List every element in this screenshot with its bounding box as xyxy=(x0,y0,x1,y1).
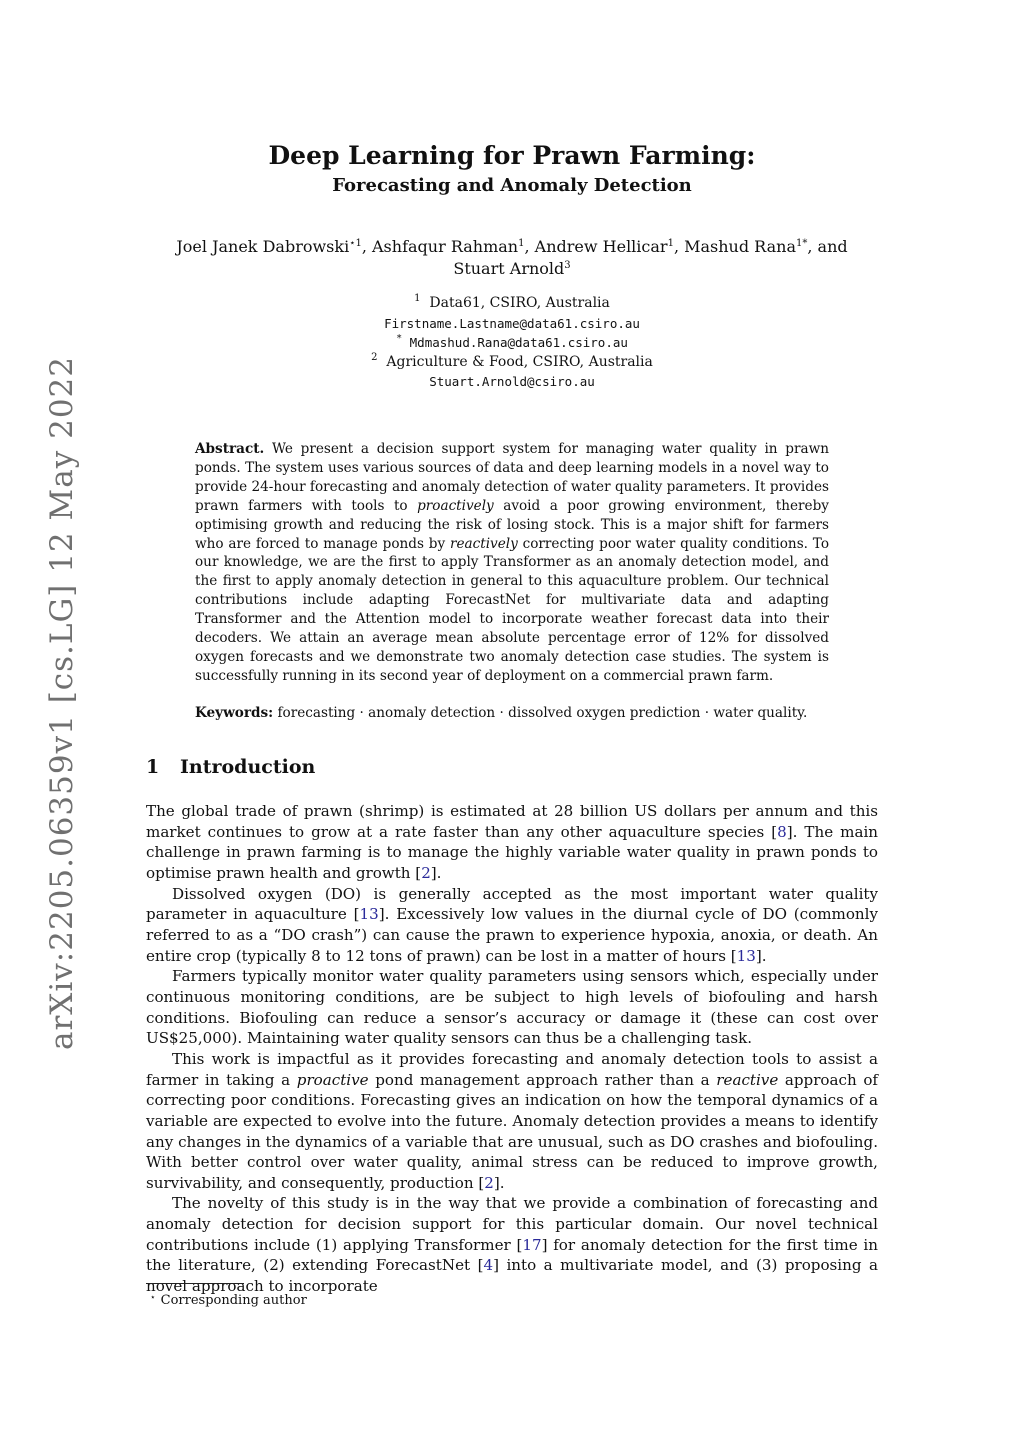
section-heading xyxy=(146,756,315,778)
citation-link[interactable]: 2 xyxy=(421,863,431,882)
footnote-divider xyxy=(146,1283,244,1284)
paragraph: The global trade of prawn (shrimp) is estimated at 28 billion US dollars per annum and this market continues to grow at a rate faster than any other aquaculture species [8]. The main challenge in prawn farming is to manage the highly variable water quality in prawn ponds to optimise prawn health and growth [2]. xyxy=(146,802,878,882)
footnote: ⋆ Corresponding author xyxy=(150,1293,307,1308)
section-number: 1 xyxy=(146,756,160,778)
affiliation-line: $^2$ Agriculture & Food, CSIRO, Australia xyxy=(371,351,653,370)
affiliation-email[interactable]: Firstname.Lastname@data61.csiro.au xyxy=(384,315,640,331)
author: Ashfaqur Rahman$^1$ xyxy=(372,237,525,256)
keywords-label: Keywords: xyxy=(195,705,274,721)
affiliation-line: $^1$ Data61, CSIRO, Australia xyxy=(414,293,610,311)
paragraph: Dissolved oxygen (DO) is generally accepted as the most important water quality parameter in aquaculture [13]. Excessively low values in the diurnal cycle of DO (commonly referred to as a “DO crash”) can cause the prawn to experience hypoxia, anoxia, or death. An entire crop (typically 8 to 12 tons of prawn) can be lost in a matter of hours [13]. xyxy=(146,884,878,965)
paragraph: Farmers typically monitor water quality parameters using sensors which, especially under continuous monitoring conditions, are be subject to high levels of biofouling and harsh conditions. Biofouling can reduce a sensor’s accuracy or damage it (these can cost over US$25,000). Maintaining water quality sensors can thus be a challenging task. xyxy=(146,967,878,1048)
citation-link[interactable]: 4 xyxy=(483,1256,494,1275)
author: Stuart Arnold$^3$ xyxy=(453,259,571,278)
citation-link[interactable]: 17 xyxy=(522,1235,542,1254)
author: Joel Janek Dabrowski$^{⋆1}$ xyxy=(176,237,362,256)
body-text xyxy=(146,801,878,1297)
citation-link[interactable]: 13 xyxy=(736,946,756,965)
author: Mashud Rana$^{1*}$ xyxy=(684,237,808,256)
abstract: Abstract. We present a decision support system for managing water quality in prawn ponds. The system uses various sources of data and deep learning models in a novel way to provide 24-hour forecasting and anomaly detection of water quality parameters. It provides prawn farmers with tools to proactively avoid a poor growing environment, thereby optimising growth and reducing the risk of losing stock. This is a major shift for farmers who are forced to manage ponds by reactively correcting poor water quality conditions. To our knowledge, we are the first to apply Transformer as an anomaly detection model, and the first to apply anomaly detection in general to this aquaculture problem. Our technical contributions include adapting ForecastNet for multivariate data and adapting Transformer and the Attention model to incorporate weather forecast data into their decoders. We attain an average mean absolute percentage error of 12% for dissolved oxygen forecasts and we demonstrate two anomaly detection case studies. The system is successfully running in its second year of deployment on a commercial prawn farm. xyxy=(195,441,830,684)
citation-link[interactable]: 8 xyxy=(777,822,787,841)
section-title: Introduction xyxy=(180,756,316,778)
abstract-label: Abstract. xyxy=(195,441,265,457)
paragraph: This work is impactful as it provides forecasting and anomaly detection tools to assist a farmer in taking a proactive pond management approach rather than a reactive approach of correcting poor conditions. Forecasting gives an indication on how the temporal dynamics of a variable are expected to evolve into the future. Anomaly detection provides a means to identify any changes in the dynamics of a variable that are unusual, such as DO crashes and biofouling. With better control over water quality, animal stress can be reduced to improve growth, survivability, and consequently, production [2]. xyxy=(146,1049,879,1192)
affiliation-email[interactable]: * Mdmashud.Rana@data61.csiro.au xyxy=(396,333,628,350)
paragraph: The novelty of this study is in the way that we provide a combination of forecasting and anomaly detection for decision support for this particular domain. Our novel technical contributions include (1) applying Transformer [17] for anomaly detection for the first time in the literature, (2) extending ForecastNet [4] into a multivariate model, and (3) proposing a novel approach to incorporate xyxy=(146,1194,879,1296)
title-block xyxy=(0,140,1024,198)
keywords: Keywords: forecasting · anomaly detection · dissolved oxygen prediction · water quality. xyxy=(195,705,808,721)
footnote-mark: ⋆ xyxy=(150,1293,156,1303)
author: Andrew Hellicar$^1$ xyxy=(534,237,674,256)
arxiv-identifier: arXiv:2205.06359v1 [cs.LG] 12 May 2022 xyxy=(44,356,80,1050)
affiliation-email[interactable]: Stuart.Arnold@csiro.au xyxy=(429,374,595,389)
citation-link[interactable]: 13 xyxy=(359,905,379,924)
citation-link[interactable]: 2 xyxy=(484,1173,494,1192)
paper-title: Deep Learning for Prawn Farming: xyxy=(268,141,756,170)
author-list: Joel Janek Dabrowski$^{⋆1}$, Ashfaqur Rahman$^1$, Andrew Hellicar$^1$, Mashud Rana$^{1*}$, and Stuart Arnold$^3$ xyxy=(176,237,848,278)
affiliations xyxy=(0,294,1024,392)
paper-subtitle: Forecasting and Anomaly Detection xyxy=(332,175,692,196)
